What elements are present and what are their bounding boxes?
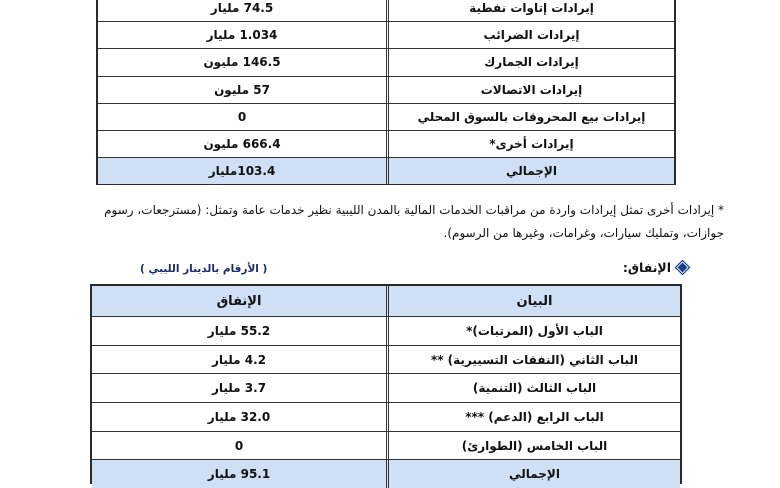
header-value: الإنفاق bbox=[92, 286, 386, 316]
row-value: 32.0 مليار bbox=[207, 409, 271, 424]
row-value: 57 مليون bbox=[214, 82, 270, 97]
row-label: الباب الأول (المرتبات)* bbox=[386, 317, 680, 345]
total-label: الإجمالي bbox=[386, 158, 674, 184]
table-header-row bbox=[92, 286, 680, 316]
total-label: الإجمالي bbox=[386, 460, 680, 488]
diamond-bullet-icon bbox=[675, 260, 691, 276]
table-row bbox=[98, 0, 674, 21]
table-row bbox=[98, 103, 674, 130]
total-row bbox=[92, 459, 680, 488]
header-label: البيان bbox=[386, 286, 680, 316]
total-row bbox=[98, 157, 674, 184]
table-row bbox=[98, 48, 674, 75]
revenue-table bbox=[96, 0, 676, 185]
row-value: 74.5 مليار bbox=[210, 0, 274, 15]
table-row bbox=[98, 21, 674, 48]
section-title-text: الإنفاق: bbox=[622, 260, 671, 275]
row-value: 0 bbox=[237, 109, 247, 124]
table-row bbox=[92, 316, 680, 345]
row-value: 4.2 مليار bbox=[211, 352, 267, 367]
spending-table bbox=[90, 284, 682, 484]
footnote-line-2: جوازات، وتمليك سيارات، وغرامات، وغيرها من الرسوم). bbox=[443, 226, 724, 240]
row-label: إيرادات بيع المحروقات بالسوق المحلي bbox=[386, 104, 674, 130]
table-row bbox=[92, 373, 680, 402]
footnote-line-1: * إيرادات أخرى تمثل إيرادات واردة من مراقبات الخدمات المالية بالمدن الليبية نظير خدمات عامة وتمثل: (مسترجعات، رسوم bbox=[104, 203, 724, 217]
table-row bbox=[98, 130, 674, 157]
total-value: 103.4مليار bbox=[98, 158, 386, 184]
table-row bbox=[92, 345, 680, 374]
row-label: إيرادات أخرى* bbox=[386, 131, 674, 157]
section-title bbox=[623, 260, 688, 275]
row-value: 146.5 مليون bbox=[203, 55, 281, 70]
currency-note: ( الأرقام بالدينار الليبي ) bbox=[140, 263, 268, 275]
row-value: 1.034 مليار bbox=[206, 28, 278, 43]
table-row bbox=[92, 431, 680, 460]
row-value: 0 bbox=[234, 438, 244, 453]
table-row bbox=[98, 76, 674, 103]
row-value: 3.7 مليار bbox=[211, 381, 267, 396]
row-label: الباب الخامس (الطوارئ) bbox=[386, 432, 680, 460]
row-label: إيرادات الضرائب bbox=[386, 22, 674, 48]
row-label: إيرادات الجمارك bbox=[386, 49, 674, 75]
row-value: 55.2 مليار bbox=[207, 323, 271, 338]
row-label: الباب الثاني (النفقات التسييرية) ** bbox=[386, 346, 680, 374]
total-value: 95.1 مليار bbox=[92, 460, 386, 488]
row-label: الباب الرابع (الدعم) *** bbox=[386, 403, 680, 431]
row-label: الباب الثالث (التنمية) bbox=[386, 374, 680, 402]
row-label: إيرادات إتاوات نفطية bbox=[386, 0, 674, 21]
row-label: إيرادات الاتصالات bbox=[386, 77, 674, 103]
row-value: 666.4 مليون bbox=[203, 137, 281, 152]
table-row bbox=[92, 402, 680, 431]
